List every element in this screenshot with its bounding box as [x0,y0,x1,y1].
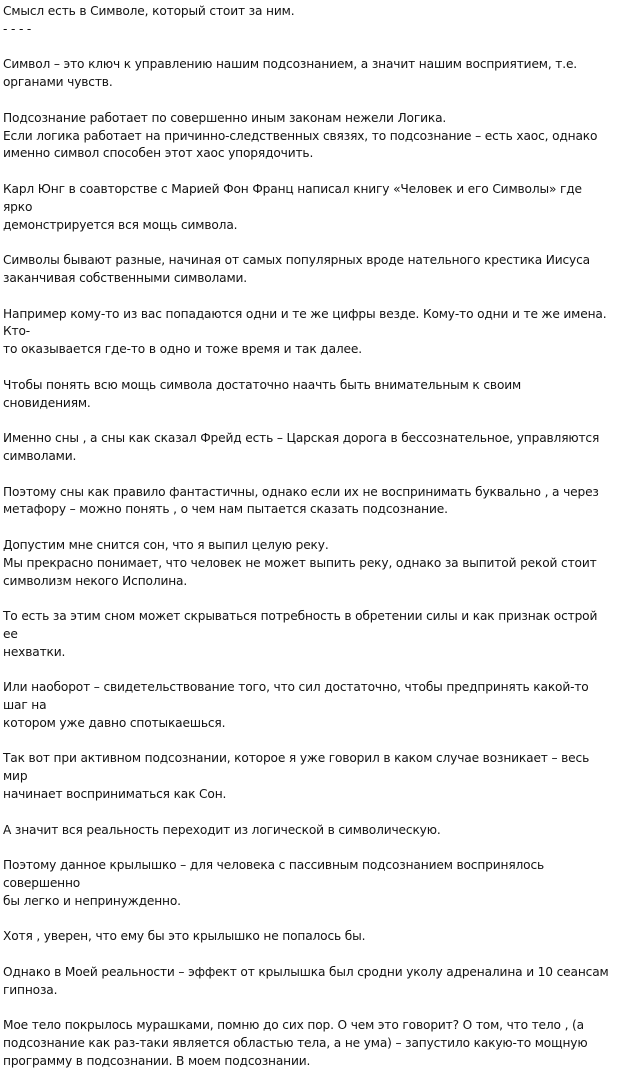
paragraph [3,964,612,1000]
paragraph [3,484,612,520]
paragraph-line: Хотя , уверен, что ему бы это крылышко не попалось бы. [3,929,366,944]
paragraph-line: Подсознание работает по совершенно иным законам нежели Логика. [3,110,447,125]
paragraph [3,110,612,163]
paragraph-line: Например кому-то из вас попадаются одни и те же цифры везде. Кому-то одни и те же имена. Кто- [3,306,607,339]
paragraph-line: демонстрируется вся мощь символа. [3,217,238,232]
paragraph-line: символизм некого Исполина. [3,573,188,588]
paragraph-line: Или наоборот – свидетельствование того, что сил достаточно, чтобы предпринять какой-то шаг на [3,680,589,713]
paragraph-line: то оказывается где-то в одно и тоже время и так далее. [3,342,362,357]
paragraph-line: Карл Юнг в соавторстве с Марией Фон Франц написал книгу «Человек и его Символы» где ярко [3,181,582,214]
paragraph-line: Мы прекрасно понимает, что человек не может выпить реку, однако за выпитой рекой стоит [3,555,597,570]
paragraph-line: нехватки. [3,644,66,659]
paragraph-line: Поэтому данное крылышко – для человека с пассивным подсознанием воспринялось совершенно [3,858,545,891]
paragraph [3,608,612,661]
paragraph-line: начинает восприниматься как Сон. [3,787,227,802]
paragraph [3,252,612,288]
paragraph-line: Так вот при активном подсознании, которое я уже говорил в каком случае возникает – весь мир [3,751,590,784]
paragraph [3,430,612,466]
paragraph [3,306,612,359]
paragraph-line: символами. [3,448,77,463]
paragraph-line: То есть за этим сном может скрываться потребность в обретении силы и как признак острой ее [3,609,598,641]
paragraph-line: котором уже давно спотыкаешься. [3,715,226,730]
paragraph [3,377,612,413]
paragraph [3,928,612,946]
paragraph-line: именно символ способен этот хаос упорядочить. [3,146,314,161]
paragraph-line: бы легко и непринужденно. [3,893,181,908]
document-intro [3,3,612,39]
paragraph [3,537,612,590]
paragraph-line: Именно сны , а сны как сказал Фрейд есть – Царская дорога в бессознательное, управляются [3,431,600,446]
paragraph-line: органами чувств. [3,75,113,90]
paragraph-line: А значит вся реальность переходит из логической в символическую. [3,822,441,837]
paragraph [3,1017,612,1070]
paragraph [3,56,612,92]
intro-line: Смысл есть в Символе, который стоит за ним. [3,4,295,18]
paragraph-line: Символ – это ключ к управлению нашим подсознанием, а значит нашим восприятием, т.е. [3,57,578,72]
paragraph-line: подсознание как раз-таки является областью тела, а не ума) – запустило какую-то мощную [3,1036,588,1051]
paragraph [3,822,612,840]
paragraph-line: Мое тело покрылось мурашками, помню до сих пор. О чем это говорит? О том, что тело , (а [3,1018,584,1033]
paragraph-line: Символы бывают разные, начиная от самых популярных вроде нательного крестика Иисуса [3,253,590,268]
document-body [3,56,612,1070]
paragraph [3,750,612,803]
paragraph-line: Поэтому сны как правило фантастичны, однако если их не воспринимать буквально , а через [3,484,599,499]
paragraph-line: Допустим мне снится сон, что я выпил целую реку. [3,537,329,552]
paragraph [3,679,612,732]
paragraph [3,857,612,910]
paragraph-line: Если логика работает на причинно-следственных связях, то подсознание – есть хаос, однако [3,128,598,143]
paragraph-line: заканчивая собственными символами. [3,270,248,285]
paragraph-line: Однако в Моей реальности – эффект от крылышка был сродни уколу адреналина и 10 сеансам [3,965,609,980]
paragraph-line: гипноза. [3,982,58,997]
paragraph-line: Чтобы понять всю мощь символа достаточно наачть быть внимательным к своим сновидениям. [3,377,522,410]
paragraph [3,181,612,234]
paragraph-line: программу в подсознании. В моем подсознании. [3,1054,311,1069]
paragraph-line: метафору – можно понять , о чем нам пытается сказать подсознание. [3,502,448,517]
separator-line: - - - - [3,21,32,36]
